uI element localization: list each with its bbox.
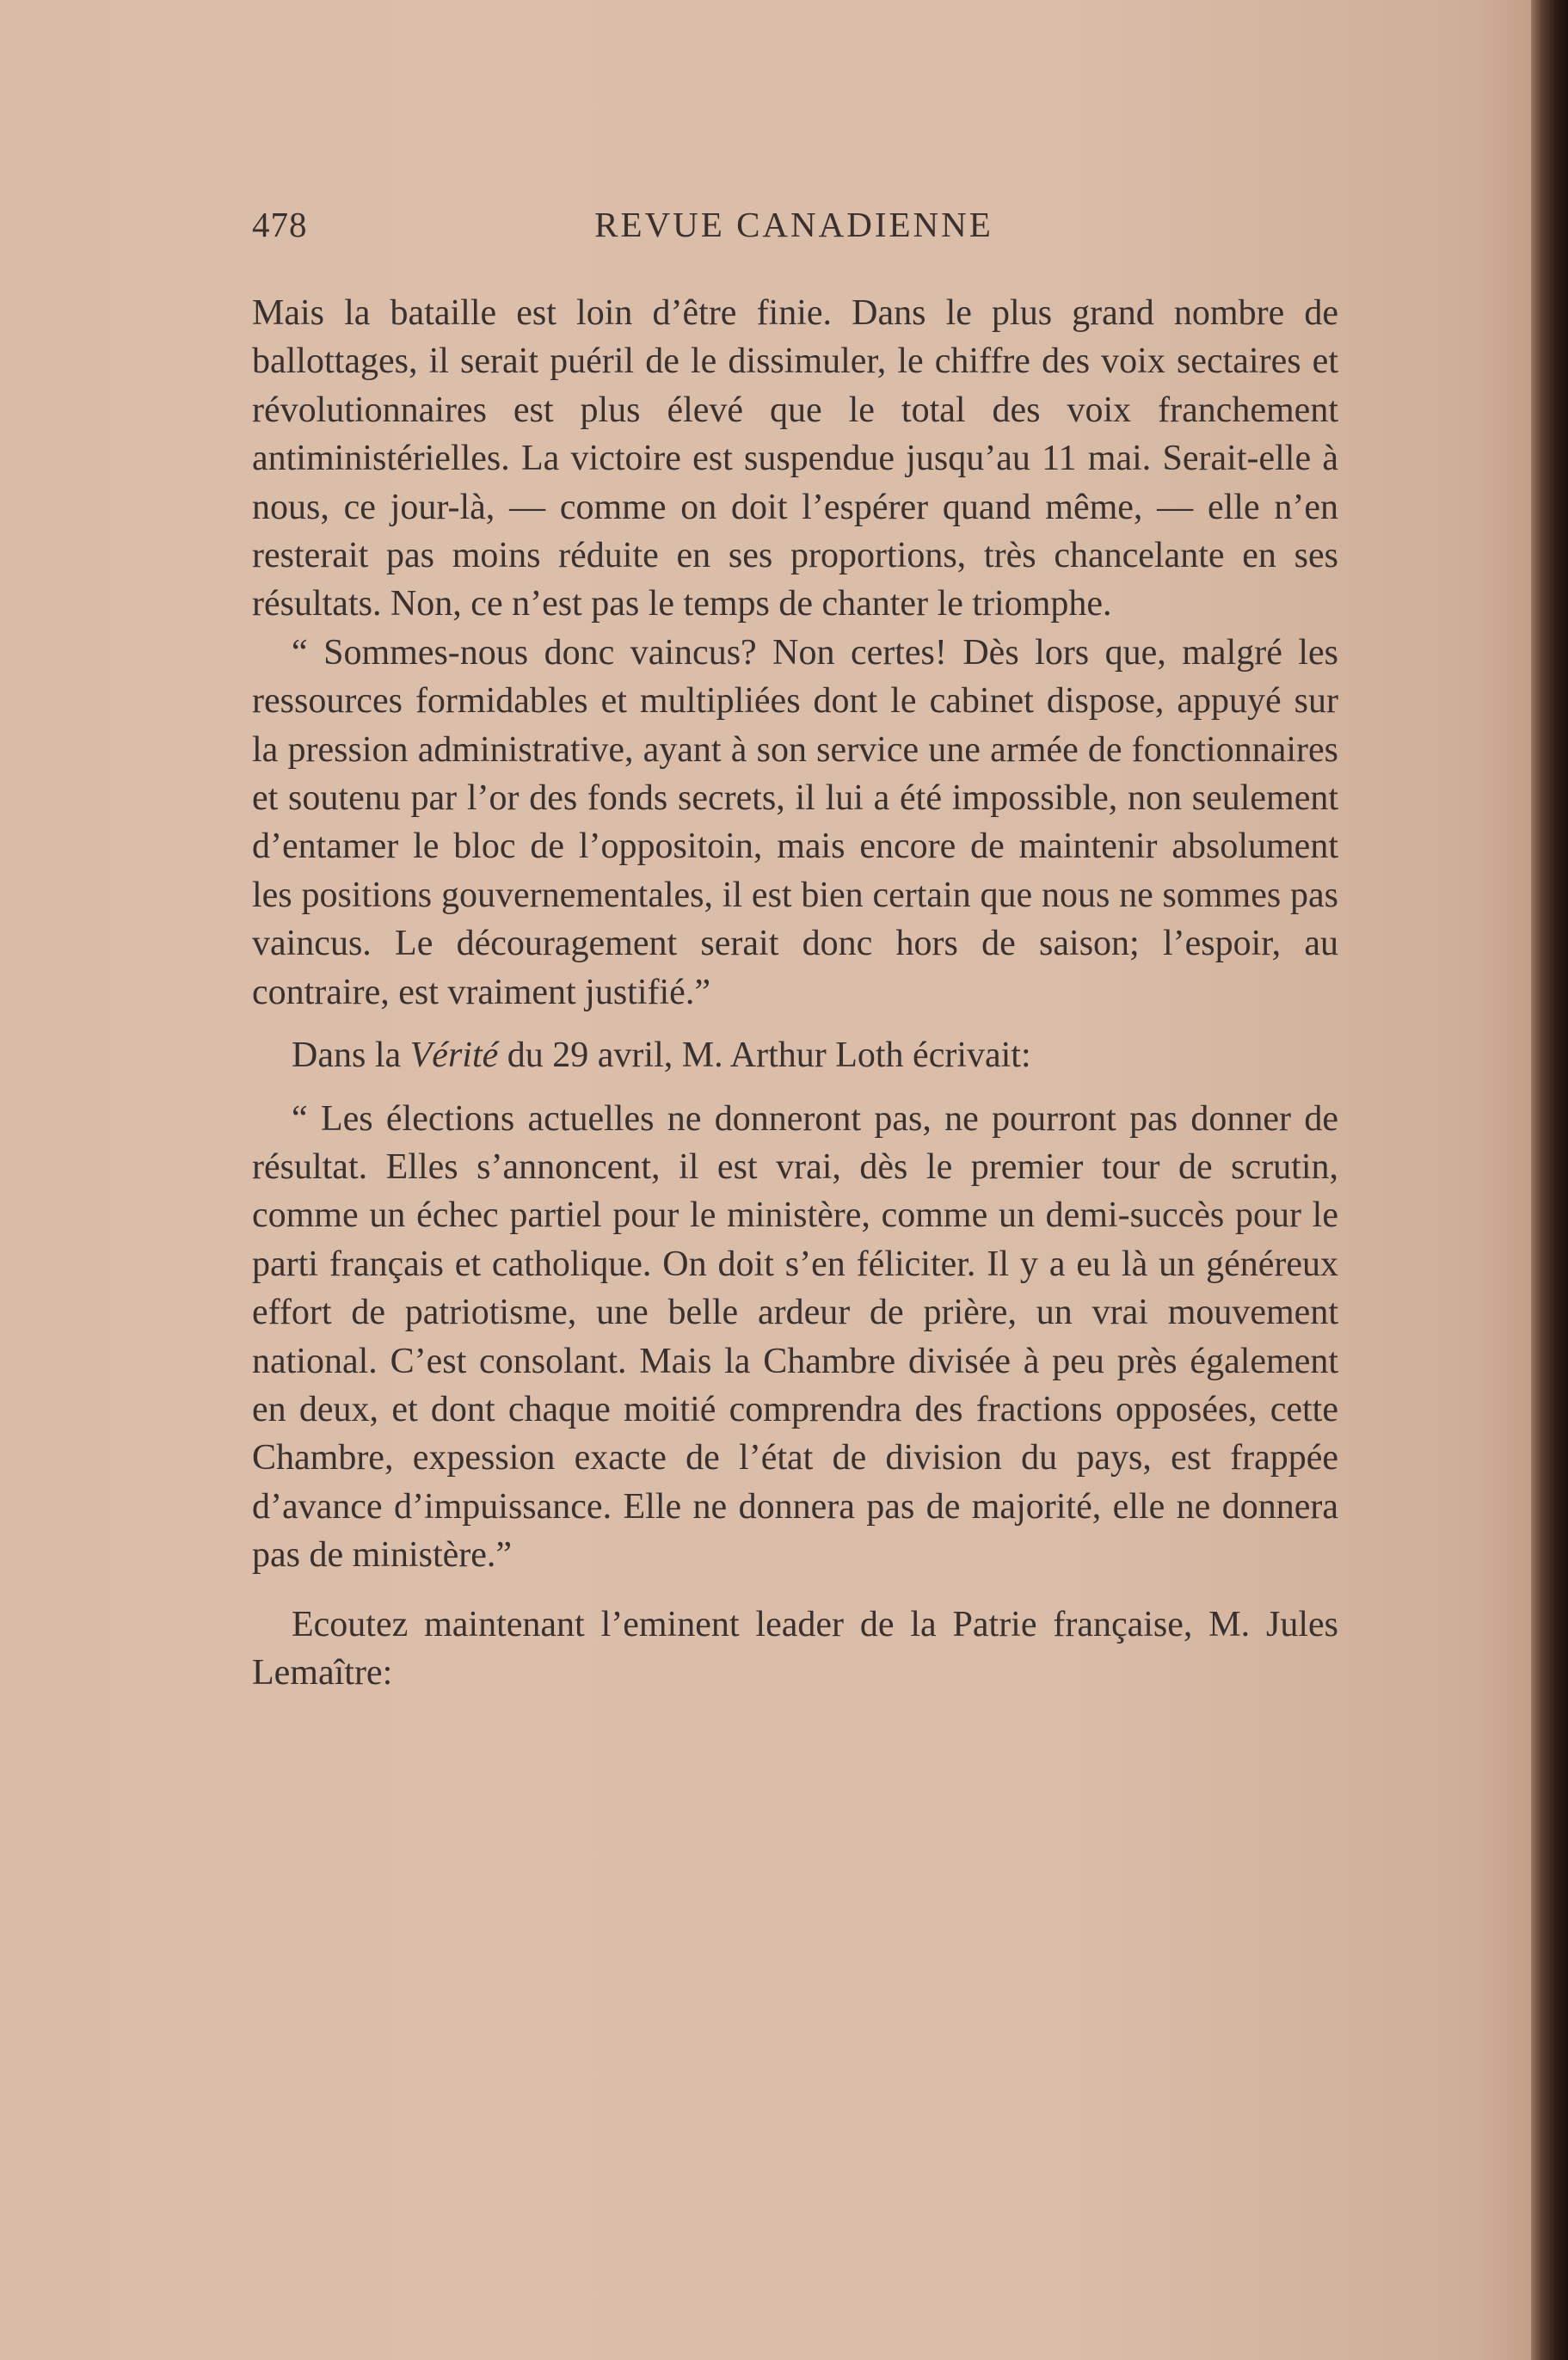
paragraph-5: Ecoutez maintenant l’eminent leader de la Patrie française, M. Jules Lemaître: bbox=[252, 1604, 1338, 1693]
paragraph-2: “ Sommes-nous donc vaincus? Non certes! Dès lors que, malgré les ressources formidables et multipliées dont le cabinet dispose, appuyé sur la pression administrative, ayant à son service une armée de fonctionnaires et soutenu par l’or des fonds secrets, il lui a été impossible, non seulement d’entamer le bloc de l’oppositoin, mais encore de maintenir absolument les positions gouvernementales, il est bien certain que nous ne sommes pas vaincus. Le découragement serait donc hors de saison; l’espoir, au contraire, est vraiment justifié.” bbox=[252, 632, 1338, 1012]
page-header bbox=[252, 204, 1338, 255]
page-number: 478 bbox=[252, 205, 308, 244]
paragraph-3 bbox=[252, 1031, 1338, 1079]
body-text bbox=[252, 289, 1338, 1697]
paragraph-3-after: du 29 avril, M. Arthur Loth écrivait: bbox=[498, 1036, 1031, 1076]
paragraph-3-before: Dans la bbox=[292, 1036, 410, 1076]
paragraph-1: Mais la bataille est loin d’être finie. Dans le plus grand nombre de ballottages, il serait puéril de le dissimuler, le chiffre des voix sectaires et révolutionnaires est plus élevé que le total des voix franchement antiministérielles. La victoire est suspendue jusqu’au 11 mai. Serait-elle à nous, ce jour-là, — comme on doit l’espérer quand même, — elle n’en resterait pas moins réduite en ses proportions, très chancelante en ses résultats. Non, ce n’est pas le temps de chanter le triomphe. bbox=[252, 293, 1338, 624]
book-binding-edge bbox=[1531, 0, 1568, 2360]
running-head: REVUE CANADIENNE bbox=[594, 205, 993, 244]
paragraph-4: “ Les élections actuelles ne donneront pas, ne pourront pas donner de résultat. Elles s’annoncent, il est vrai, dès le premier tour de scrutin, comme un échec partiel pour le ministère, comme un demi-succès pour le parti français et catholique. On doit s’en féliciter. Il y a eu là un généreux effort de patriotisme, une belle ardeur de prière, un vrai mouvement national. C’est consolant. Mais la Chambre divisée à peu près également en deux, et dont chaque moitié comprendra des fractions opposées, cette Chambre, expession exacte de l’état de division du pays, est frappée d’avance d’impuissance. Elle ne donnera pas de majorité, elle ne donnera pas de ministère.” bbox=[252, 1098, 1338, 1576]
newspaper-title: Vérité bbox=[409, 1036, 499, 1076]
